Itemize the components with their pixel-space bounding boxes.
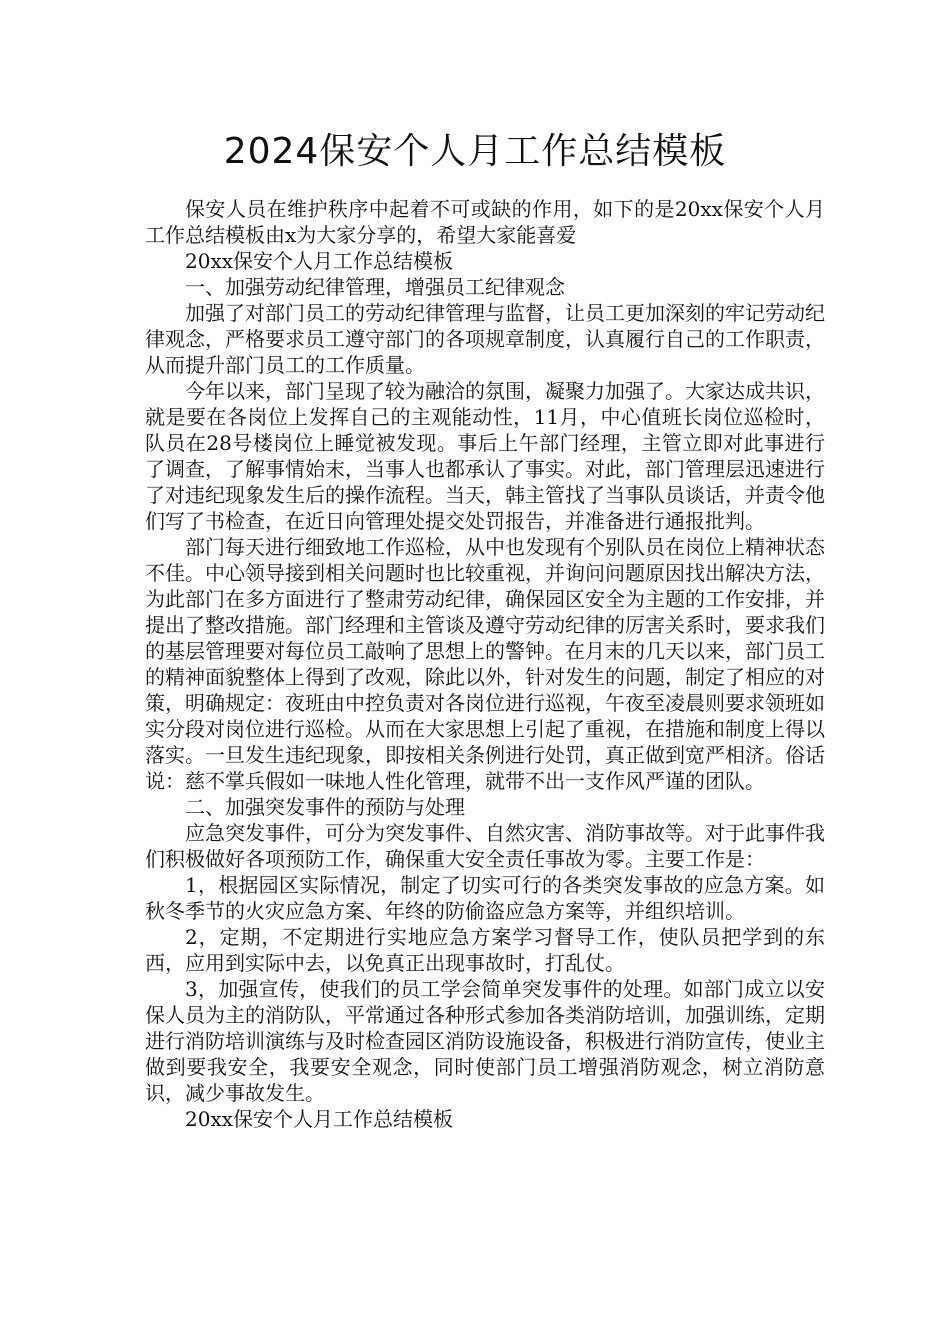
intro-paragraph: 保安人员在维护秩序中起着不可或缺的作用，如下的是20xx保安个人月工作总结模板由x为大家分享的，希望大家能喜爱 [145, 197, 825, 247]
subtitle-line: 20xx保安个人月工作总结模板 [185, 1107, 454, 1131]
body-paragraph: 加强了对部门员工的劳动纪律管理与监督，让员工更加深刻的牢记劳动纪律观念，严格要求员工遵守部门的各项规章制度，认真履行自己的工作职责，从而提升部门员工的工作质量。 [145, 301, 825, 377]
body-paragraph: 部门每天进行细致地工作巡检，从中也发现有个别队员在岗位上精神状态不佳。中心领导接到相关问题时也比较重视，并询问问题原因找出解决方法，为此部门在多方面进行了整肃劳动纪律，确保园区安全为主题的工作安排，并提出了整改措施。部门经理和主管谈及遵守劳动纪律的厉害关系时，要求我们的基层管理要对每位员工敲响了思想上的警钟。在月末的几天以来，部门员工的精神面貌整体上得到了改观，除此以外，针对发生的问题，制定了相应的对策，明确规定：夜班由中控负责对各岗位进行巡视，午夜至凌晨则要求领班如实分段对岗位进行巡检。从而在大家思想上引起了重视，在措施和制度上得以落实。一旦发生违纪现象，即按相关条例进行处罚，真正做到宽严相济。俗话说：慈不掌兵假如一味地人性化管理，就带不出一支作风严谨的团队。 [145, 535, 825, 793]
section-heading-1: 一、加强劳动纪律管理，增强员工纪律观念 [185, 275, 565, 299]
document-body [145, 196, 825, 1132]
body-paragraph: 今年以来，部门呈现了较为融洽的氛围，凝聚力加强了。大家达成共识，就是要在各岗位上发挥自己的主观能动性，11月，中心值班长岗位巡检时，队员在28号楼岗位上睡觉被发现。事后上午部门经理，主管立即对此事进行了调查，了解事情始末，当事人也都承认了事实。对此，部门管理层迅速进行了对违纪现象发生后的操作流程。当天，韩主管找了当事队员谈话，并责令他们写了书检查，在近日向管理处提交处罚报告，并准备进行通报批判。 [145, 379, 825, 533]
list-item: 1，根据园区实际情况，制定了切实可行的各类突发事故的应急方案。如秋冬季节的火灾应急方案、年终的防偷盗应急方案等，并组织培训。 [145, 873, 825, 923]
list-item: 3，加强宣传，使我们的员工学会简单突发事件的处理。如部门成立以安保人员为主的消防队，平常通过各种形式参加各类消防培训，加强训练，定期进行消防培训演练与及时检查园区消防设施设备，积极进行消防宣传，使业主做到要我安全，我要安全观念，同时使部门员工增强消防观念，树立消防意识，减少事故发生。 [145, 977, 825, 1105]
section-heading-2: 二、加强突发事件的预防与处理 [185, 795, 465, 819]
page-title: 2024保安个人月工作总结模板 [223, 131, 727, 172]
body-paragraph: 应急突发事件，可分为突发事件、自然灾害、消防事故等。对于此事件我们积极做好各项预防工作，确保重大安全责任事故为零。主要工作是： [145, 821, 825, 871]
list-item: 2，定期，不定期进行实地应急方案学习督导工作，使队员把学到的东西，应用到实际中去，以免真正出现事故时，打乱仗。 [145, 925, 825, 975]
subtitle-line: 20xx保安个人月工作总结模板 [185, 249, 454, 273]
